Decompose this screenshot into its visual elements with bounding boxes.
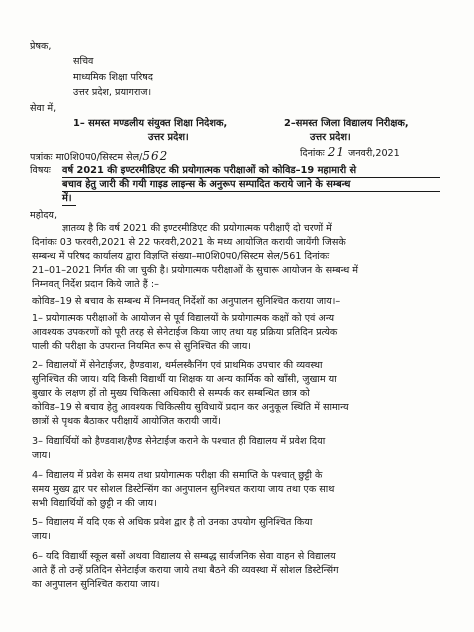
date-suffix: जनवरी,2021 [348, 148, 400, 159]
recipient-1-line1: 1– समस्त मण्डलीय संयुक्त शिक्षा निदेशक, [73, 118, 228, 129]
subject-label: विषयः [30, 165, 51, 176]
intro-line-3: सम्बन्ध में परिषद कार्यालय द्वारा विज्ञप्ति संख्या–मा0शि0प0/सिस्टम सेल/561 दिनांकः [32, 251, 330, 262]
point-4-line-3: सभी विद्यार्थियों को छुट्टी न की जाय। [32, 498, 157, 509]
point-3-line-2: जाय। [32, 450, 51, 461]
subject-line-3: में। [62, 193, 72, 204]
point-5-line-2: जाय। [32, 531, 51, 542]
point-6-line-1: 6– यदि विद्यार्थी स्कूल बसों अथवा विद्यालय से सम्बद्ध सार्वजनिक सेवा वाहन से विद्यालय [32, 551, 336, 562]
point-1-line-2: आवश्यक उपकरणों को पूरी तरह से सेनेटाईज किया जाए तथा यह प्रक्रिया प्रतिदिन प्रत्येक [32, 327, 338, 338]
intro-line-1: ज्ञातव्य है कि वर्ष 2021 की इण्टरमीडिएट की प्रयोगात्मक परीक्षाएँ दो चरणों में [62, 223, 332, 234]
point-1-line-3: पाली की परीक्षा के उपरान्त नियमित रूप से सुनिश्चित की जाय। [32, 341, 251, 352]
subject-underline-3 [62, 205, 76, 206]
point-6-line-3: का अनुपालन सुनिश्चित कराया जाय। [32, 579, 160, 590]
point-5-line-1: 5– विद्यालय में यदि एक से अधिक प्रवेश द्वार है तो उनका उपयोग सुनिश्चित किया [32, 517, 313, 528]
intro-line-5: निम्नवत् निर्देश प्रदान किये जाते हैं :– [32, 279, 159, 290]
point-4-line-1: 4– विद्यालय में प्रवेश के समय तथा प्रयोगात्मक परीक्षा की समाप्ति के पश्चात् छुट्टी के [32, 470, 323, 481]
sender-address: उत्तर प्रदेश, प्रयागराज। [73, 87, 152, 98]
letter-number-handwritten: 562 [142, 149, 169, 163]
covid-directive-line: कोविड–19 से बचाव के सम्बन्ध में निम्नवत् निर्देशों का अनुपालन सुनिश्चित कराया जाय।– [32, 296, 341, 307]
point-2-line-1: 2– विद्यालयों में सेनेटाईजर, हैण्डवाश, थर्मलस्कैनिंग एवं प्राथमिक उपचार की व्यवस्था [32, 360, 323, 371]
recipient-2-line1: 2–समस्त जिला विद्यालय निरीक्षक, [284, 118, 409, 129]
from-label: प्रेषक, [30, 41, 52, 52]
letter-date [300, 146, 400, 160]
subject-line-1: वर्ष 2021 की इण्टरमीडिएट की प्रयोगात्मक परीक्षाओं को कोविड–19 महामारी से [62, 165, 357, 176]
intro-line-2: दिनांकः 03 फरवरी,2021 से 22 फरवरी,2021 के मध्य आयोजित करायी जायेंगी जिसके [32, 237, 346, 248]
date-prefix: दिनांकः [300, 148, 325, 159]
sender-designation: सचिव [73, 56, 94, 67]
date-handwritten: 21 [327, 145, 346, 159]
point-2-line-5: छात्रों से पृथक बैठाकर परीक्षायें आयोजित करायी जायें। [32, 416, 221, 427]
subject-underline-2 [62, 191, 440, 192]
letter-number [30, 150, 168, 164]
salutation: महोदय, [30, 210, 58, 221]
point-1-line-1: 1– प्रयोगात्मक परीक्षाओं के आयोजन से पूर्व विद्यालयों के प्रयोगात्मक कक्षों को एवं अन्य [32, 313, 335, 324]
point-4-line-2: समय मुख्य द्वार पर सोशल डिस्टेन्सिंग का अनुपालन सुनिश्चत कराया जाय तथा एक साथ [32, 484, 335, 495]
point-2-line-3: बुखार के लक्षण हों तो मुख्य चिकित्सा अधिकारी से सम्पर्क कर सम्बन्धित छात्र को [32, 388, 310, 399]
to-label: सेवा में, [30, 103, 57, 114]
point-6-line-2: आते हैं तो उन्हें प्रतिदिन सेनेटाईज कराया जाये तथा बैठने की व्यवस्था में सोशल डिस्टेन्सिंग [32, 565, 339, 576]
point-3-line-1: 3– विद्यार्थियों को हैण्डवाश/हैण्ड सेनेटाईज कराने के पश्चात ही विद्यालय में प्रवेश दिया [32, 436, 326, 447]
subject-line-2: बचाव हेतु जारी की गयी गाइड लाइन्स के अनुरूप सम्पादित कराये जाने के सम्बन्ध [62, 179, 351, 190]
point-2-line-4: कोविड–19 से बचाव हेतु आवश्यक चिकित्सीय सुविधायें प्रदान कर अनुकूल स्थिति में सामान्य [32, 402, 349, 413]
intro-line-4: 21–01–2021 निर्गत की जा चुकी है। प्रयोगात्मक परीक्षाओं के सुचारू आयोजन के सम्बन्ध में [32, 265, 359, 276]
subject-underline-1 [62, 177, 440, 178]
recipient-1-line2: उत्तर प्रदेश। [148, 132, 189, 143]
point-2-line-2: सुनिश्चित की जाय। यदि किसी विद्यार्थी या शिक्षक या अन्य कार्मिक को खाँसी, जुखाम या [32, 374, 337, 385]
letter-number-prefix: पत्रांकः मा0शि0प0/सिस्टम सेल/ [30, 152, 143, 163]
recipient-2-line2: उत्तर प्रदेश। [310, 132, 351, 143]
sender-office: माध्यमिक शिक्षा परिषद [73, 72, 153, 83]
